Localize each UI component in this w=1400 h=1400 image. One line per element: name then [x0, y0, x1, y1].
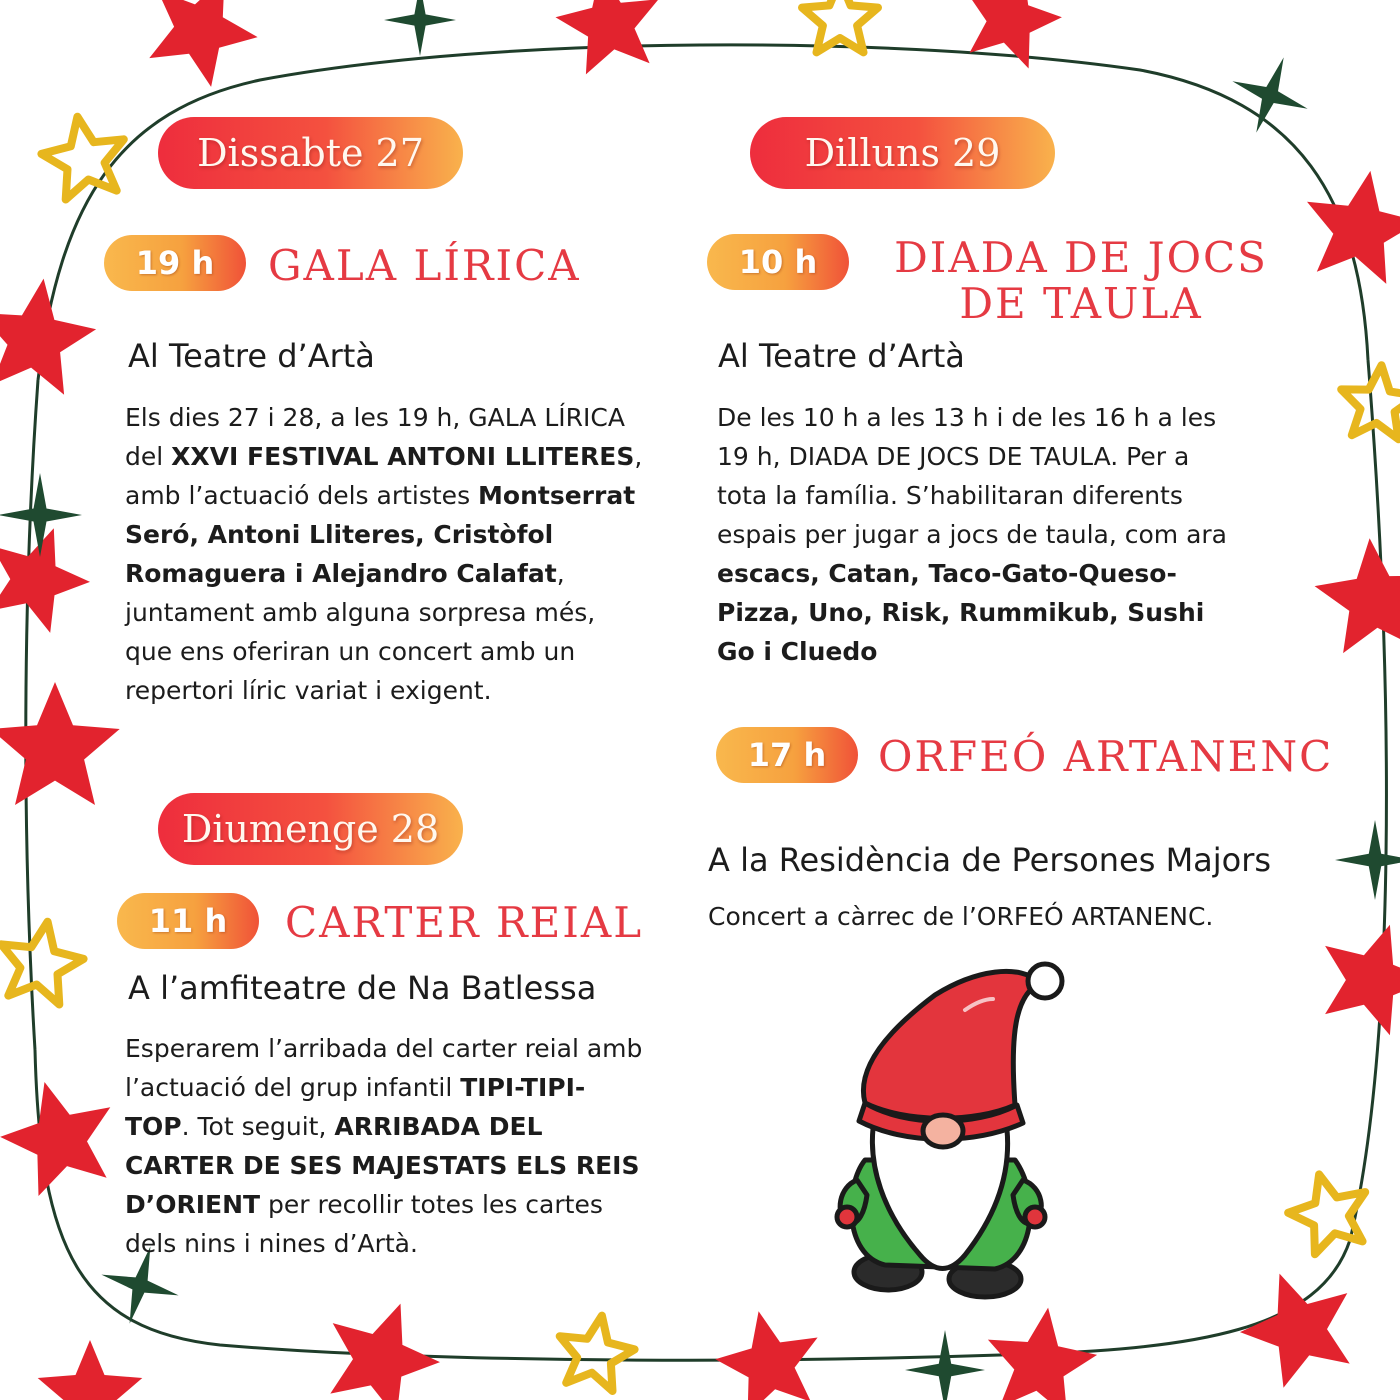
gold-star-icon: [1, 922, 83, 1005]
desc-bold-run: TIPI-TIPI-TOP: [125, 1073, 586, 1141]
time-badge-11h: 11 h: [117, 893, 259, 949]
red-star-icon: [1240, 1274, 1350, 1388]
event-title-orfeo: ORFEÓ ARTANENC: [878, 732, 1334, 781]
red-star-icon: [149, 0, 257, 87]
green-diamond-icon: [0, 473, 82, 557]
event-desc-jocs: [717, 398, 1237, 671]
event-place-residencia: A la Residència de Persones Majors: [708, 841, 1272, 879]
red-star-icon: [0, 682, 120, 805]
desc-text-run: per recollir totes les cartes dels nins i nines d’Artà.: [125, 1190, 603, 1258]
event-place-teatre: Al Teatre d’Artà: [128, 337, 375, 375]
time-badge-17h: 17 h: [716, 727, 858, 783]
desc-text-run: . Tot seguit,: [181, 1112, 335, 1141]
green-diamond-icon: [1335, 820, 1400, 900]
day-pill-monday: Dilluns 29: [750, 117, 1055, 189]
event-desc-gala: [125, 398, 645, 710]
desc-text-run: Esperarem l’arribada del carter reial amb l’actuació del grup infantil: [125, 1034, 643, 1102]
red-star-icon: [0, 528, 90, 633]
event-desc-orfeo: [708, 897, 1308, 936]
gold-star-icon: [41, 117, 123, 200]
red-star-icon: [988, 1308, 1097, 1400]
desc-bold-run: XXVI FESTIVAL ANTONI LLITERES: [171, 442, 635, 471]
event-title-carter-reial: CARTER REIAL: [285, 898, 644, 947]
desc-text-run: , juntament amb alguna sorpresa més, que ens oferiran un concert amb un repertori líric variat i exigent.: [125, 559, 596, 705]
event-place-amfiteatre: A l’amfiteatre de Na Batlessa: [128, 969, 597, 1007]
green-diamond-icon: [1232, 57, 1307, 132]
desc-text-run: De les 10 h a les 13 h i de les 16 h a les 19 h, DIADA DE JOCS DE TAULA. Per a tota la família. S’habilitaran diferents espais per jugar a jocs de taula, com ara: [717, 403, 1227, 549]
red-star-icon: [0, 279, 96, 395]
desc-text-run: , amb l’actuació dels artistes: [125, 442, 643, 510]
event-desc-carter: [125, 1029, 645, 1263]
red-star-icon: [715, 1311, 817, 1400]
desc-text-run: Els dies 27 i 28, a les 19 h, GALA LÍRICA del: [125, 403, 625, 471]
day-pill-saturday: Dissabte 27: [158, 117, 463, 189]
time-badge-10h: 10 h: [707, 234, 849, 290]
gold-star-icon: [560, 1316, 635, 1391]
event-title-gala-lirica: GALA LÍRICA: [268, 241, 581, 290]
event-title-jocs-taula: DIADA DE JOCS DE TAULA: [894, 233, 1268, 328]
day-pill-sunday: Diumenge 28: [158, 793, 463, 865]
desc-bold-run: Montserrat Seró, Antoni Lliteres, Cristòfol Romaguera i Alejandro Calafat: [125, 481, 636, 588]
gold-star-icon: [1288, 1174, 1365, 1254]
red-star-icon: [38, 1340, 143, 1400]
desc-text-run: Concert a càrrec de l’ORFEÓ ARTANENC.: [708, 902, 1214, 931]
desc-bold-run: escacs, Catan, Taco-Gato-Queso-Pizza, Uno, Risk, Rummikub, Sushi Go i Cluedo: [717, 559, 1205, 666]
event-place-teatre-2: Al Teatre d’Artà: [718, 337, 965, 375]
red-star-icon: [1325, 925, 1400, 1035]
desc-bold-run: ARRIBADA DEL CARTER DE SES MAJESTATS ELS REIS D’ORIENT: [125, 1112, 640, 1219]
red-star-icon: [0, 1082, 110, 1196]
gnome-illustration: [825, 955, 1075, 1315]
red-star-icon: [1307, 171, 1400, 284]
red-star-icon: [556, 0, 659, 74]
green-diamond-icon: [384, 0, 456, 56]
time-badge-19h: 19 h: [104, 235, 246, 291]
green-diamond-icon: [905, 1330, 985, 1400]
red-star-icon: [1315, 538, 1400, 653]
